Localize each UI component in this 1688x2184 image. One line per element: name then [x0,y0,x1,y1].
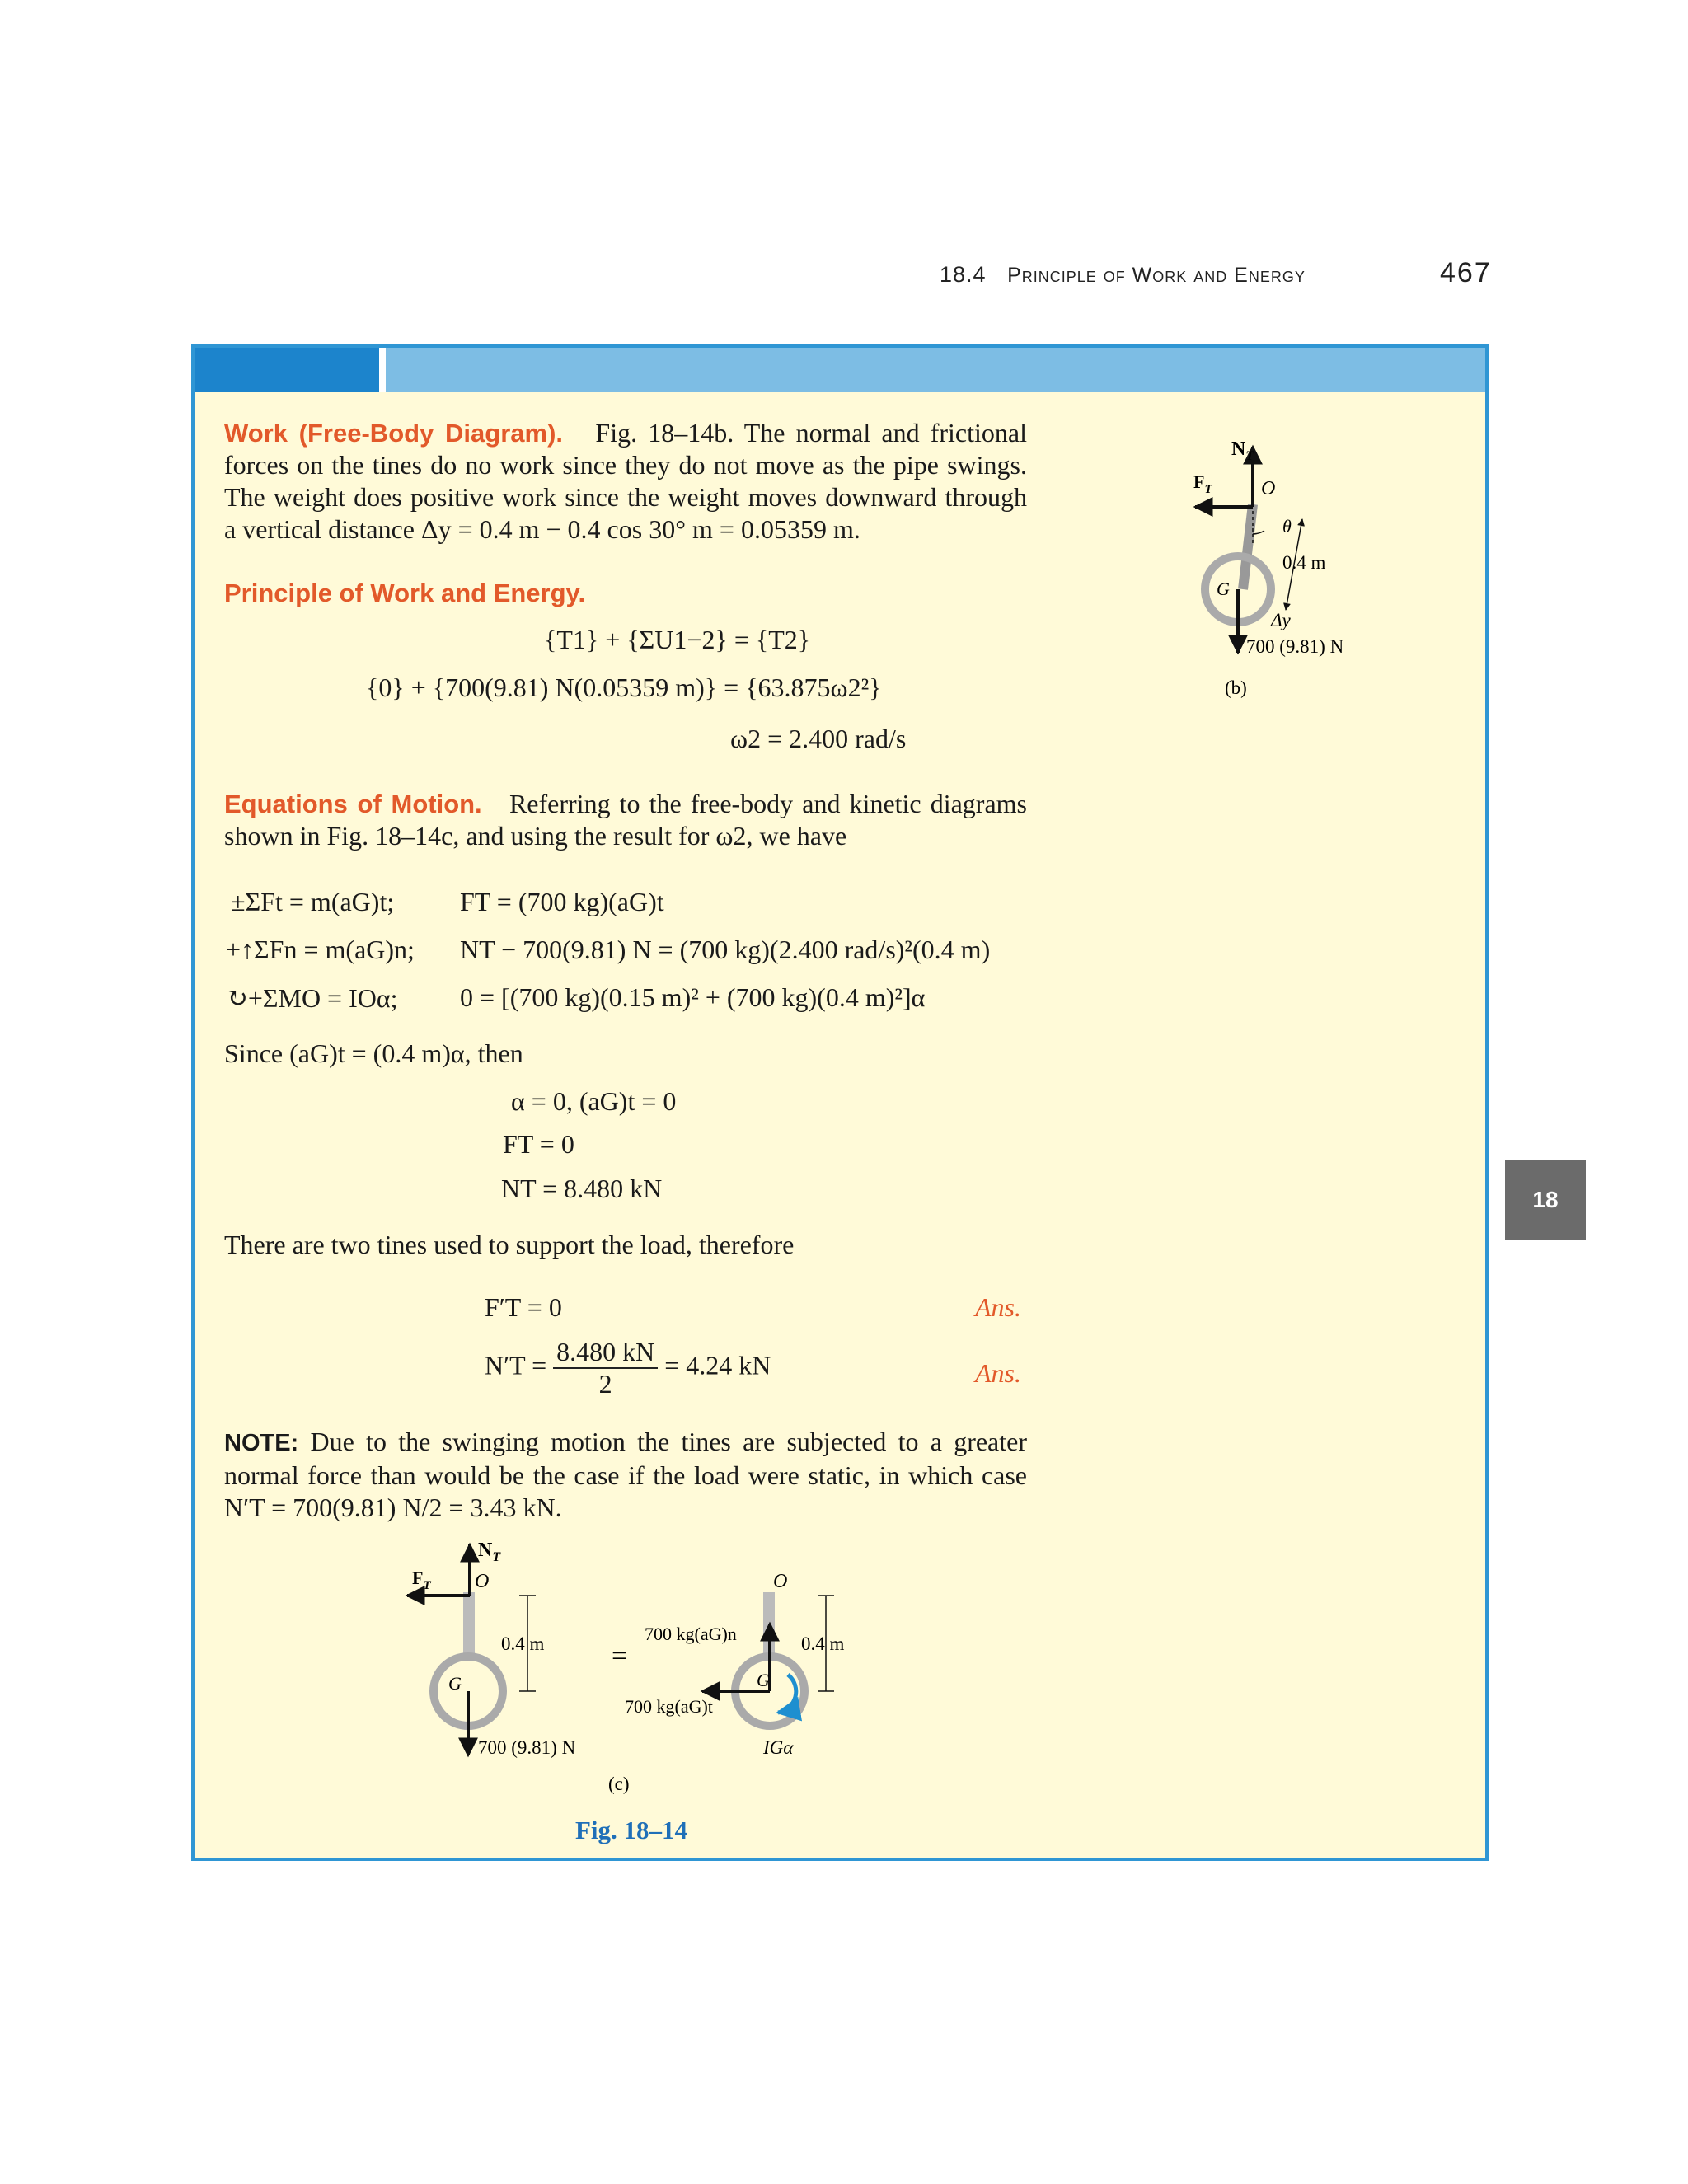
figure-b-caption: (b) [1225,677,1247,698]
chapter-tab: 18 [1505,1160,1586,1240]
figure-c-caption: (c) [608,1774,630,1794]
answer-label-1: Ans. [975,1292,1021,1322]
label-weight: 700 (9.81) N [1246,636,1344,657]
principle-eq1: {T1} + {ΣU1−2} = {T2} [544,625,811,654]
panel-header-tab [195,348,379,392]
note-paragraph [224,1426,1027,1524]
tine-arm [1243,504,1253,589]
work-heading: Work (Free-Body Diagram). [224,419,564,448]
label-dy: Δy [1271,610,1291,630]
answer-ft: F′T = 0 [485,1292,562,1322]
answer-nt-fraction [553,1337,658,1399]
motion-paragraph [224,788,1027,852]
answer-nt-lhs: N′T = [485,1350,547,1380]
kd-moment-arrow [778,1675,796,1713]
panel-header-divider [379,348,386,392]
principle-eq2: {0} + {700(9.81) N(0.05359 m)} = {63.875ω2²} [366,673,882,702]
label-o: O [1261,478,1276,499]
figure-caption: Fig. 18–14 [575,1816,688,1844]
answer-label-2: Ans. [975,1358,1021,1388]
section-title: Principle of Work and Energy [1007,264,1306,287]
work-paragraph [224,417,1027,546]
label-g: G [1217,579,1230,599]
motion-body: Referring to the free-body and kinetic diagrams shown in Fig. 18–14c, and using the result for ω2, we have [224,789,1028,851]
kd-label-length: 0.4 m [801,1633,845,1654]
fbd-tine-arm [463,1592,475,1658]
result-nt: NT = 8.480 kN [501,1174,663,1203]
work-body: Fig. 18–14b. The normal and frictional forces on the tines do no work since they do not move as the pipe swings. The weight does positive work since the weight moves downward through a vertical distance Δy = 0.4 m − 0.4 cos 30° m = 0.05359 m. [224,418,1028,544]
label-length: 0.4 m [1282,552,1326,573]
kd-label-moment: IGα [763,1737,794,1758]
page-number: 467 [1440,257,1492,288]
equals-sign: = [612,1641,628,1671]
section-number: 18.4 [940,262,987,287]
fraction-numerator: 8.480 kN [553,1337,658,1369]
figure-c-diagram [387,1533,898,1797]
fbd-label-weight: 700 (9.81) N [478,1737,576,1758]
result-alpha: α = 0, (aG)t = 0 [511,1086,677,1116]
label-theta: θ [1282,516,1292,537]
eom-row1-right: FT = (700 kg)(aG)t [460,887,664,916]
fbd-label-o: O [475,1571,490,1592]
running-header [940,262,1306,288]
eom-row2-left: +↑ΣFn = m(aG)n; [226,935,415,964]
panel-header-band [195,348,1485,392]
fbd-label-ft: $F_T$ [412,1568,431,1592]
fbd-label-nt: $N_T$ [478,1540,501,1564]
label-nt: $N_T$ [1231,438,1254,463]
answer-nt [485,1337,771,1399]
label-ft: $F_T$ [1193,471,1212,496]
fraction-denominator: 2 [598,1369,612,1399]
motion-heading: Equations of Motion. [224,790,482,818]
kd-label-normal: 700 kg(aG)n [645,1624,737,1644]
figure-b-diagram [1170,429,1401,709]
kd-label-o: O [773,1571,788,1592]
kd-label-g: G [757,1670,770,1690]
eom-row3-right: 0 = [(700 kg)(0.15 m)² + (700 kg)(0.4 m)²]α [460,982,926,1012]
eom-row2-right: NT − 700(9.81) N = (700 kg)(2.400 rad/s)²(0.4 m) [460,935,991,964]
fbd-label-g: G [448,1673,462,1694]
principle-heading: Principle of Work and Energy. [224,579,586,607]
fbd-label-length: 0.4 m [501,1633,545,1654]
eom-row1-left: ±ΣFt = m(aG)t; [231,887,395,916]
since-text: Since (aG)t = (0.4 m)α, then [224,1038,523,1068]
eom-row3-left: ↻+ΣMO = IOα; [226,983,398,1013]
note-body: Due to the swinging motion the tines are subjected to a greater normal force than would be the case if the load were static, in which case N′T = 700(9.81) N/2 = 3.43 kN. [224,1427,1028,1522]
note-label: NOTE: [224,1430,299,1456]
tines-text: There are two tines used to support the load, therefore [224,1230,795,1259]
kd-label-tangential: 700 kg(aG)t [625,1696,713,1717]
answer-nt-rhs: = 4.24 kN [664,1350,771,1380]
result-ft: FT = 0 [503,1129,574,1159]
principle-eq3: ω2 = 2.400 rad/s [730,724,907,753]
